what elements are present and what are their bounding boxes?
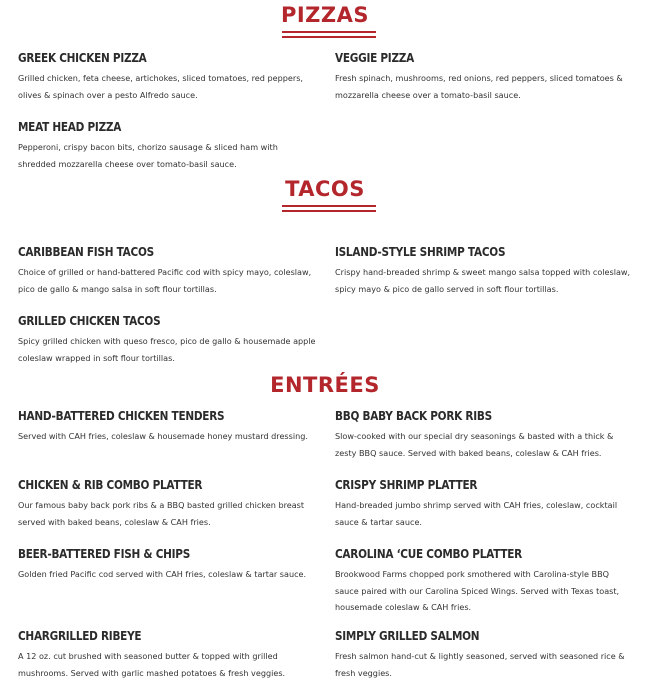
section-rule [282,210,376,212]
menu-item [335,51,635,103]
section-title-pizzas: PIZZAS [280,3,370,27]
menu-item-name: ISLAND-STYLE SHRIMP TACOS [335,245,506,259]
section-rule [282,205,376,207]
menu-item-name: CHARGRILLED RIBEYE [18,629,142,643]
menu-item-description: Hand-breaded jumbo shrimp served with CAH fries, coleslaw, cocktail sauce & tartar sauce. [335,500,618,527]
menu-item [18,120,318,172]
menu-item-description: Pepperoni, crispy bacon bits, chorizo sausage & sliced ham with shredded mozzarella cheese over tomato-basil sauce. [18,142,278,169]
menu-item-description: Spicy grilled chicken with queso fresco, pico de gallo & housemade apple coleslaw wrapped in soft flour tortillas. [18,336,316,363]
section-title-tacos: TACOS [285,177,365,201]
menu-item [18,245,318,297]
menu-item [335,547,635,616]
menu-item-name: GREEK CHICKEN PIZZA [18,51,147,65]
menu-item-name: SIMPLY GRILLED SALMON [335,629,480,643]
menu-item-name: CHICKEN & RIB COMBO PLATTER [18,478,203,492]
menu-item [335,245,635,297]
menu-item [18,314,318,366]
menu-item [18,547,318,583]
menu-item [335,629,635,681]
menu-item-description: Fresh salmon hand-cut & lightly seasoned, served with seasoned rice & fresh veggies. [335,651,625,678]
menu-item-name: BEER-BATTERED FISH & CHIPS [18,547,191,561]
menu-item-name: MEAT HEAD PIZZA [18,120,122,134]
menu-item-description: Brookwood Farms chopped pork smothered with Carolina-style BBQ sauce paired with our Carolina Spiced Wings. Served with Texas toast, housemade coleslaw & CAH fries. [335,569,620,612]
menu-item-description: Choice of grilled or hand-battered Pacific cod with spicy mayo, coleslaw, pico de gallo & mango salsa in soft flour tortillas. [18,267,312,294]
menu-item [18,51,318,103]
menu-item-name: CAROLINA ‘CUE COMBO PLATTER [335,547,522,561]
section-title-entrees: ENTRÉES [270,373,380,397]
menu-item-name: BBQ BABY BACK PORK RIBS [335,409,492,423]
menu-item [335,409,635,461]
menu-item-name: GRILLED CHICKEN TACOS [18,314,161,328]
menu-item-name: CRISPY SHRIMP PLATTER [335,478,478,492]
menu-item [335,478,635,530]
menu-item [18,629,318,681]
menu-item-name: CARIBBEAN FISH TACOS [18,245,154,259]
menu-item-name: HAND-BATTERED CHICKEN TENDERS [18,409,225,423]
menu-item-description: Crispy hand-breaded shrimp & sweet mango salsa topped with coleslaw, spicy mayo & pico de gallo served in soft flour tortillas. [335,267,631,294]
menu-item [18,478,318,530]
section-rule [282,31,376,33]
menu-item-description: A 12 oz. cut brushed with seasoned butter & topped with grilled mushrooms. Served with garlic mashed potatoes & fresh veggies. [18,651,286,678]
menu-item-description: Grilled chicken, feta cheese, artichokes, sliced tomatoes, red peppers, olives & spinach over a pesto Alfredo sauce. [18,73,303,100]
menu-item [18,409,318,445]
menu-item-description: Golden fried Pacific cod served with CAH fries, coleslaw & tartar sauce. [18,569,307,579]
menu-item-description: Fresh spinach, mushrooms, red onions, red peppers, sliced tomatoes & mozzarella cheese over a tomato-basil sauce. [335,73,623,100]
menu-item-name: VEGGIE PIZZA [335,51,414,65]
menu-item-description: Our famous baby back pork ribs & a BBQ basted grilled chicken breast served with baked beans, coleslaw & CAH fries. [18,500,305,527]
section-rule [282,36,376,38]
menu-item-description: Served with CAH fries, coleslaw & housemade honey mustard dressing. [18,431,308,441]
menu-item-description: Slow-cooked with our special dry seasonings & basted with a thick & zesty BBQ sauce. Served with baked beans, coleslaw & CAH fries. [335,431,614,458]
